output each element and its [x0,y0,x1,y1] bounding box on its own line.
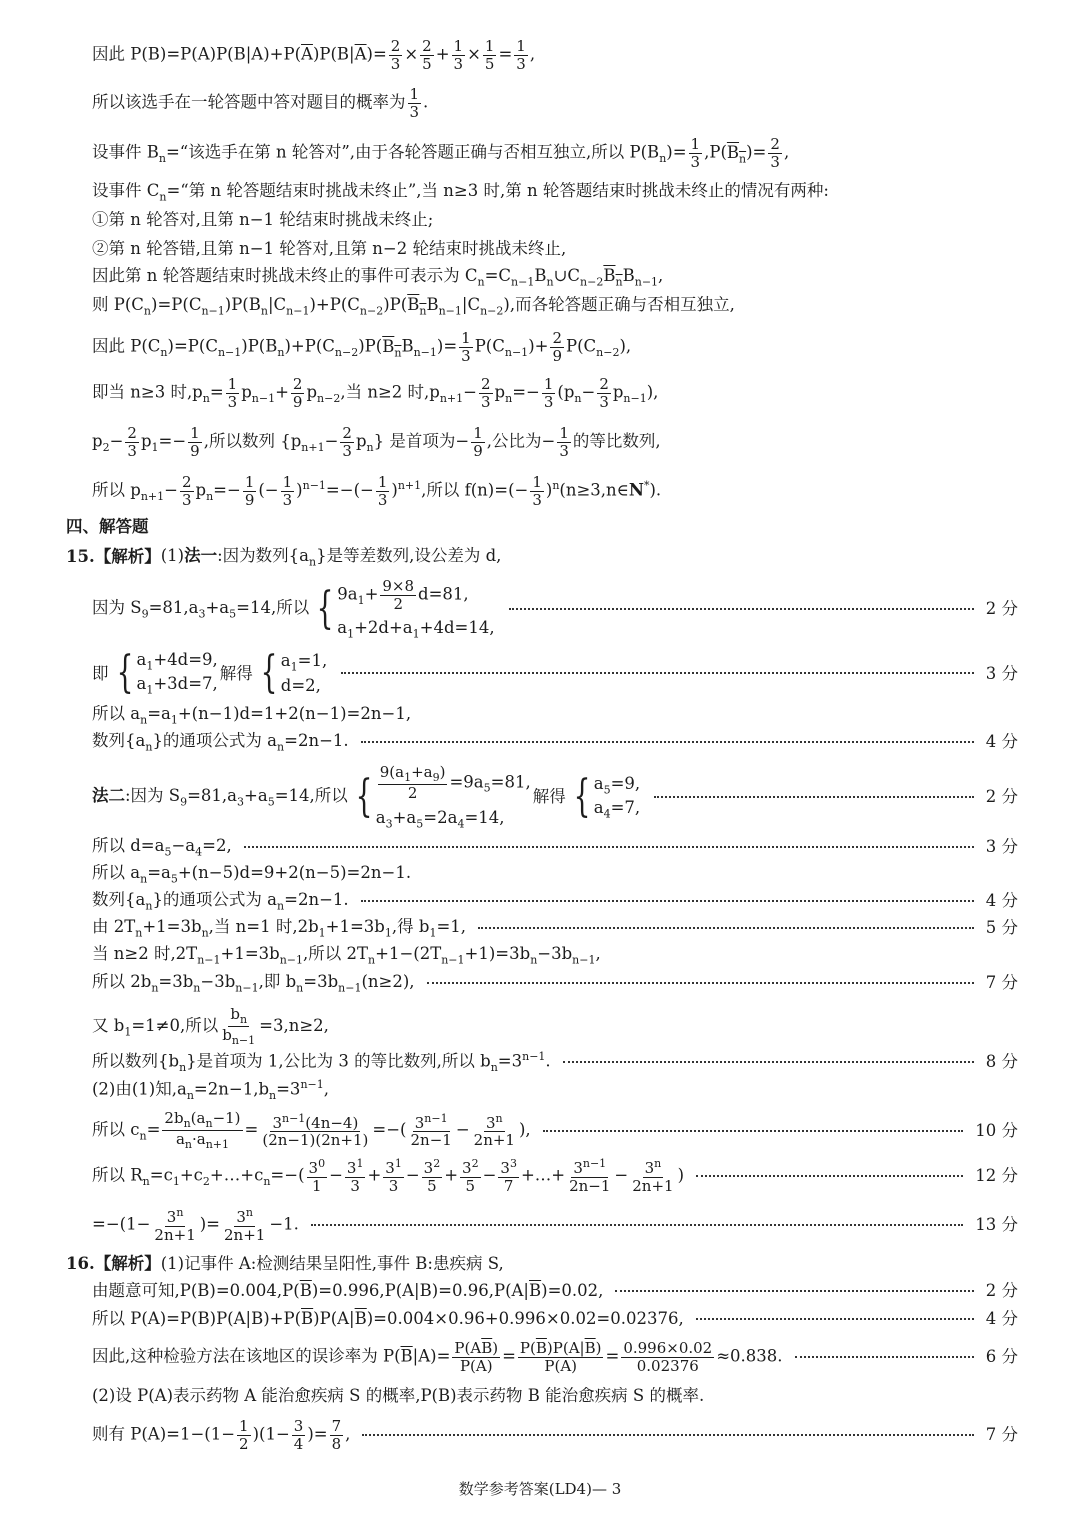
score: 4 分 [985,891,1018,911]
q16-misdiag: 因此,这种检验方法在该地区的误诊率为 $P(\overline{B}|A)=$ $\frac{P(A\overline{B})}{P(A)}$ = $\frac{P(\overline{B})P(A|\overline{B})}{P(A)}$ = $\frac{0.996\times 0.02}{0.02376}$ ≈0.838. 6 分 [92,1339,1018,1375]
score: 10 分 [975,1120,1018,1140]
page-footer: 数学参考答案(LD4)— 3 [458,1480,622,1498]
score: 2 分 [985,599,1018,619]
q15-m2-system: 法二:因为 $S_9=81,a_3+a_5=14$,所以 { $\frac{9(a_1+a_9)}{2}$ $=9a_5=81$, $a_3+a_5=2a_4=14$, 解得 { $a_5=9$, $a_4=7$, 2 分 [92,763,1018,830]
q16-pa-cure: 则有 P(A)=1−(1− $\frac{1}{2}$ )(1− $\frac{3}{4}$ )= $\frac{7}{8}$ , 7 分 [92,1417,1018,1453]
q15-bn: 所以数列$\{b_n\}$是首项为 1,公比为 3 的等比数列,所以 $b_n=3^{n-1}$. 8 分 [92,1050,1018,1074]
line-geometric: $p_2-$ $\frac{2}{3}$ $p_1=-$ $\frac{1}{9}$ ,所以数列 {$p_{n+1}-$ $\frac{2}{3}$ $p_n$} 是首项为− $\frac{1}{9}$ ,公比为− $\frac{1}{3}$ 的等比数列, [92,424,661,460]
line-pcn2: 因此 $P(C_n)=P(C_{n-1})P(B_n)+P(C_{n-2})P(B_nB_{n-1})=$ $\frac{1}{3}$ $P(C_{n-1})+$ $\frac{2}{9}$ $P(C_{n-2})$, [92,329,632,365]
line-cn-expr: 因此第 n 轮答题结束时挑战未终止的事件可表示为 $C_n=C_{n-1}B_n\cup C_{n-2}B_nB_{n-1}$, [92,266,664,289]
section-heading [66,517,1018,537]
q15-m2-an: 所以 $a_n=a_5+(n-5)d=9+2(n-5)=2n-1$. [92,863,412,886]
line-pb: 因此 $P(B)=P(A)P(B|A)+P(\overline{A})P(B|\overline{A})=$ $\frac{2}{3}$ × $\frac{2}{5}$ + $\frac{1}{3}$ × $\frac{1}{5}$ = $\frac{1}{3}$ , [92,37,536,73]
q15-m1-system: 因为 $S_9=81,a_3+a_5=14$,所以 { $9a_1+$ $\frac{9\times 8}{2}$ d=81, $a_1+2d+a_1+4d=14$, 2 分 [92,577,1018,641]
q15-b1: 由 $2T_n+1=3b_n$,当 n=1 时$,2b_1+1=3b_1$,得 $b_1=1$, 5 分 [92,917,1018,940]
score: 12 分 [975,1166,1018,1186]
q15-tag: 15.【解析】 [66,547,161,567]
line-recurrence: 即当 n≥3 时$,p_n=$ $\frac{1}{3}$ $p_{n-1}+$ $\frac{2}{9}$ $p_{n-2}$,当 n≥2 时$,p_{n+1}-$ $\frac{2}{3}$ $p_n=-$ $\frac{1}{3}$ ($p_n-$ $\frac{2}{3}$ $p_{n-1}$), [92,375,659,411]
q15-m2-d: 所以 $d=a_5-a_4=2$, 3 分 [92,836,1018,859]
score: 5 分 [985,918,1018,938]
q16-part2: (2)设 P(A)表示药物 A 能治愈疾病 S 的概率,P(B)表示药物 B 能治愈疾病 S 的概率. [92,1386,705,1405]
q15-b-ratio: 所以 $2b_n=3b_n-3b_{n-1}$,即 $b_n=3b_{n-1}(n\ge 2)$, 7 分 [92,972,1018,995]
score: 7 分 [985,973,1018,993]
q15-cn: 所以 $c_n=$ $\frac{2b_n(a_n-1)}{a_n\cdot a_{n+1}}$ = $\frac{3^{n-1}(4n-4)}{(2n-1)(2n+1)}$ =−( $\frac{3^{n-1}}{2n-1}$ − $\frac{3^n}{2n+1}$ ), 10 分 [92,1109,1018,1152]
score: 3 分 [985,663,1018,683]
line-case2: ②第 n 轮答错,且第 n−1 轮答对,且第 n−2 轮结束时挑战未终止, [92,239,567,258]
line-prob-one-round: 所以该选手在一轮答题中答对题目的概率为 $\frac{1}{3}$ . [92,85,429,121]
score: 3 分 [985,837,1018,857]
score: 2 分 [985,787,1018,807]
score: 2 分 [985,1281,1018,1300]
q16-pa: 所以 $P(A)=P(B)P(A|B)+P(\overline{B})P(A|\overline{B})=0.004\times 0.96+0.996\times 0.02=0.02376$, 4 分 [92,1309,1018,1328]
q15-b-nonzero: 又 $b_1=1\ne 0$,所以 $\frac{b_n}{b_{n-1}}$ =3,n≥2, [92,1005,329,1048]
q15-m1-an: 所以 $a_n=a_1+(n-1)d=1+2(n-1)=2n-1$, [92,704,412,727]
q15-m1-solve: 即 { $a_1+4d=9$, $a_1+3d=7$, 解得 { $a_1=1$, d=2, 3 分 [92,647,1018,699]
score: 7 分 [985,1425,1018,1445]
q15-b-recur: 当 n≥2 时$,2T_{n-1}+1=3b_{n-1}$,所以 $2T_n+1-(2T_{n-1}+1)=3b_n-3b_{n-1}$, [92,944,601,967]
line-bn: 设事件 $B_n=“$该选手在第 n 轮答对”,由于各轮答题正确与否相互独立,所以 $P(B_n)=$ $\frac{1}{3}$ $,P(B_n)=$ $\frac{2}{3}$ , [92,135,790,171]
q15-rn-result: =−(1− $\frac{3^n}{2n+1}$ )= $\frac{3^n}{2n+1}$ −1. 13 分 [92,1206,1018,1244]
line-case1: ①第 n 轮答对,且第 n−1 轮结束时挑战未终止; [92,210,434,229]
score: 13 分 [975,1215,1018,1235]
score: 8 分 [985,1052,1018,1072]
section-4-title: 四、解答题 [66,517,149,536]
q16-start: 16.【解析】 (1)记事件 A:检测结果呈阳性,事件 B:患疾病 S, [66,1254,504,1273]
q15-start: 15.【解析】 (1)法一:因为数列$\{a_n\}$是等差数列,设公差为 d, [66,546,502,569]
score: 4 分 [985,732,1018,752]
q15-rn: 所以 $R_n=c_1+c_2+\dots+c_n=-$( $\frac{3^0}{1}$ − $\frac{3^1}{3}$ + $\frac{3^1}{3}$ − $\frac{3^2}{5}$ + $\frac{3^2}{5}$ − $\frac{3^3}{7}$ +…+ $\frac{3^{n-1}}{2n-1}$ − $\frac{3^n}{2n+1}$ ) 12 分 [92,1157,1018,1195]
score: 4 分 [985,1309,1018,1328]
line-fn: 所以 $p_{n+1}-$ $\frac{2}{3}$ $p_n=-$ $\frac{1}{9}$ (− $\frac{1}{3}$ )$^{n-1}$=−(− $\frac{1}{3}$ )$^{n+1}$,所以 f(n)=(− $\frac{1}{3}$ )$^n$(n≥3,n∈N*). [92,473,662,509]
line-pcn: 则 $P(C_n)=P(C_{n-1})P(B_n|C_{n-1})+P(C_{n-2})P(B_nB_{n-1}|C_{n-2})$,而各轮答题正确与否相互独立, [92,295,735,318]
q15-m2-general: 数列$\{a_n\}$的通项公式为 $a_n=2n-1$. 4 分 [92,890,1018,913]
line-cn: 设事件 $C_n=“$第 n 轮答题结束时挑战未终止”,当 n≥3 时,第 n 轮答题结束时挑战未终止的情况有两种: [92,181,829,204]
q16-tag: 16.【解析】 [66,1254,161,1273]
q16-given: 由题意可知$,P(B)=0.004,P(\overline{B})=0.996,P(A|B)=0.96,P(A|\overline{B})=0.02$, 2 分 [92,1281,1018,1300]
q15-part2: (2)由(1)知$,a_n=2n-1,b_n=3^{n-1}$, [92,1078,329,1102]
score: 6 分 [985,1347,1018,1367]
q15-m1-general: 数列$\{a_n\}$的通项公式为 $a_n=2n-1$. 4 分 [92,731,1018,754]
